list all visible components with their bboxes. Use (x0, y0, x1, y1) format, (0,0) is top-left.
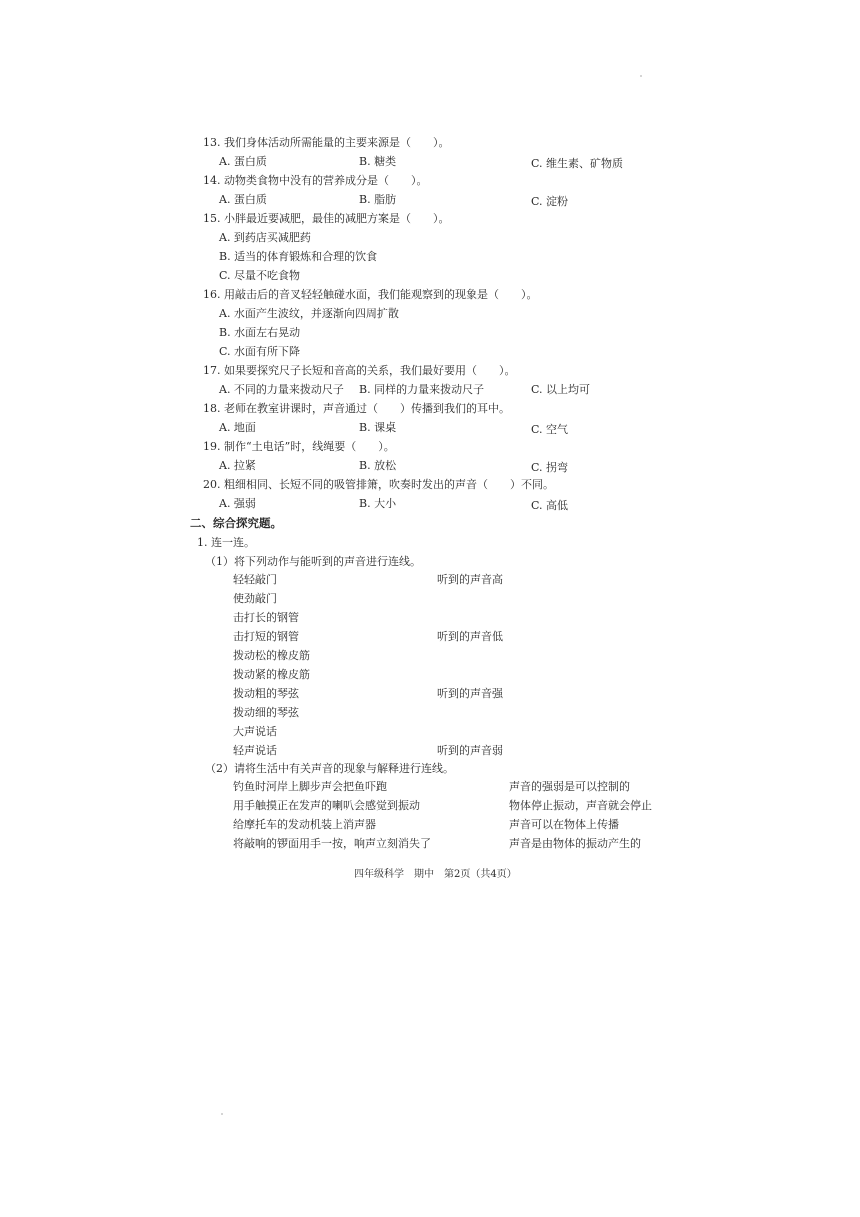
question-19-option-b: B. 放松 (359, 459, 397, 472)
part-2-phenomenon: 用手触摸正在发声的喇叭会感觉到振动 (233, 799, 420, 812)
part-2-instruction: （2）请将生活中有关声音的现象与解释进行连线。 (205, 762, 454, 775)
question-17-option-b: B. 同样的力量来拨动尺子 (359, 383, 485, 396)
part-2-explanation: 声音可以在物体上传播 (509, 818, 619, 831)
scan-speck (221, 1113, 223, 1115)
question-18-option-a: A. 地面 (219, 421, 256, 434)
part-1-action: 大声说话 (233, 725, 277, 738)
question-16-option-b: B. 水面左右晃动 (219, 326, 301, 339)
question-16-option-a: A. 水面产生波纹，并逐渐向四周扩散 (219, 307, 399, 320)
part-1-action: 轻轻敲门 (233, 573, 277, 586)
part-1-action: 拨动粗的琴弦 (233, 687, 299, 700)
question-18-stem: 18. 老师在教室讲课时，声音通过（ ）传播到我们的耳中。 (203, 402, 510, 415)
part-1-action: 拨动紧的橡皮筋 (233, 668, 310, 681)
part-1-result: 听到的声音弱 (437, 744, 503, 757)
question-13-option-a: A. 蛋白质 (219, 155, 267, 168)
part-1-result: 听到的声音高 (437, 573, 503, 586)
part-1-action: 击打短的钢管 (233, 630, 299, 643)
question-13-stem: 13. 我们身体活动所需能量的主要来源是（ ）。 (203, 136, 450, 149)
part-1-instruction: （1）将下列动作与能听到的声音进行连线。 (205, 555, 421, 568)
question-20-option-b: B. 大小 (359, 497, 397, 510)
question-19-option-a: A. 拉紧 (219, 459, 256, 472)
question-13-option-b: B. 糖类 (359, 155, 397, 168)
part-1-action: 拨动松的橡皮筋 (233, 649, 310, 662)
question-15-option-b: B. 适当的体育锻炼和合理的饮食 (219, 250, 378, 263)
part-2-explanation: 声音的强弱是可以控制的 (509, 780, 630, 793)
part-1-action: 使劲敲门 (233, 592, 277, 605)
part-2-explanation: 声音是由物体的振动产生的 (509, 837, 641, 850)
question-17-stem: 17. 如果要探究尺子长短和音高的关系，我们最好要用（ ）。 (203, 364, 516, 377)
scan-speck (640, 75, 642, 77)
section-2-question-1: 1. 连一连。 (197, 536, 255, 549)
section-2-heading: 二、综合探究题。 (190, 516, 282, 530)
part-2-phenomenon: 给摩托车的发动机装上消声器 (233, 818, 376, 831)
question-14-option-b: B. 脂肪 (359, 193, 397, 206)
part-1-result: 听到的声音低 (437, 630, 503, 643)
part-2-phenomenon: 将敲响的锣面用手一按，响声立刻消失了 (233, 837, 431, 850)
question-15-option-a: A. 到药店买减肥药 (219, 231, 311, 244)
question-14-option-a: A. 蛋白质 (219, 193, 267, 206)
part-1-action: 轻声说话 (233, 744, 277, 757)
part-2-explanation: 物体停止振动，声音就会停止 (509, 799, 652, 812)
part-2-phenomenon: 钓鱼时河岸上脚步声会把鱼吓跑 (233, 780, 387, 793)
question-16-stem: 16. 用敲击后的音叉轻轻触碰水面，我们能观察到的现象是（ ）。 (203, 288, 538, 301)
part-1-action: 拨动细的琴弦 (233, 706, 299, 719)
question-19-option-c: C. 拐弯 (531, 461, 569, 474)
question-15-option-c: C. 尽量不吃食物 (219, 269, 301, 282)
question-17-option-c: C. 以上均可 (531, 383, 591, 396)
question-18-option-c: C. 空气 (531, 423, 569, 436)
question-16-option-c: C. 水面有所下降 (219, 345, 301, 358)
part-1-action: 击打长的钢管 (233, 611, 299, 624)
question-19-stem: 19. 制作“土电话”时，线绳要（ ）。 (203, 440, 395, 453)
question-15-stem: 15. 小胖最近要减肥，最佳的减肥方案是（ ）。 (203, 212, 450, 225)
question-20-stem: 20. 粗细相同、长短不同的吸管排箫，吹奏时发出的声音（ ）不同。 (203, 478, 554, 491)
question-20-option-c: C. 高低 (531, 499, 569, 512)
question-20-option-a: A. 强弱 (219, 497, 256, 510)
part-1-result: 听到的声音强 (437, 687, 503, 700)
page-footer: 四年级科学 期中 第2页（共4页） (354, 869, 517, 880)
question-14-option-c: C. 淀粉 (531, 195, 569, 208)
question-13-option-c: C. 维生素、矿物质 (531, 157, 624, 170)
question-17-option-a: A. 不同的力量来拨动尺子 (219, 383, 344, 396)
question-14-stem: 14. 动物类食物中没有的营养成分是（ ）。 (203, 174, 428, 187)
question-18-option-b: B. 课桌 (359, 421, 397, 434)
